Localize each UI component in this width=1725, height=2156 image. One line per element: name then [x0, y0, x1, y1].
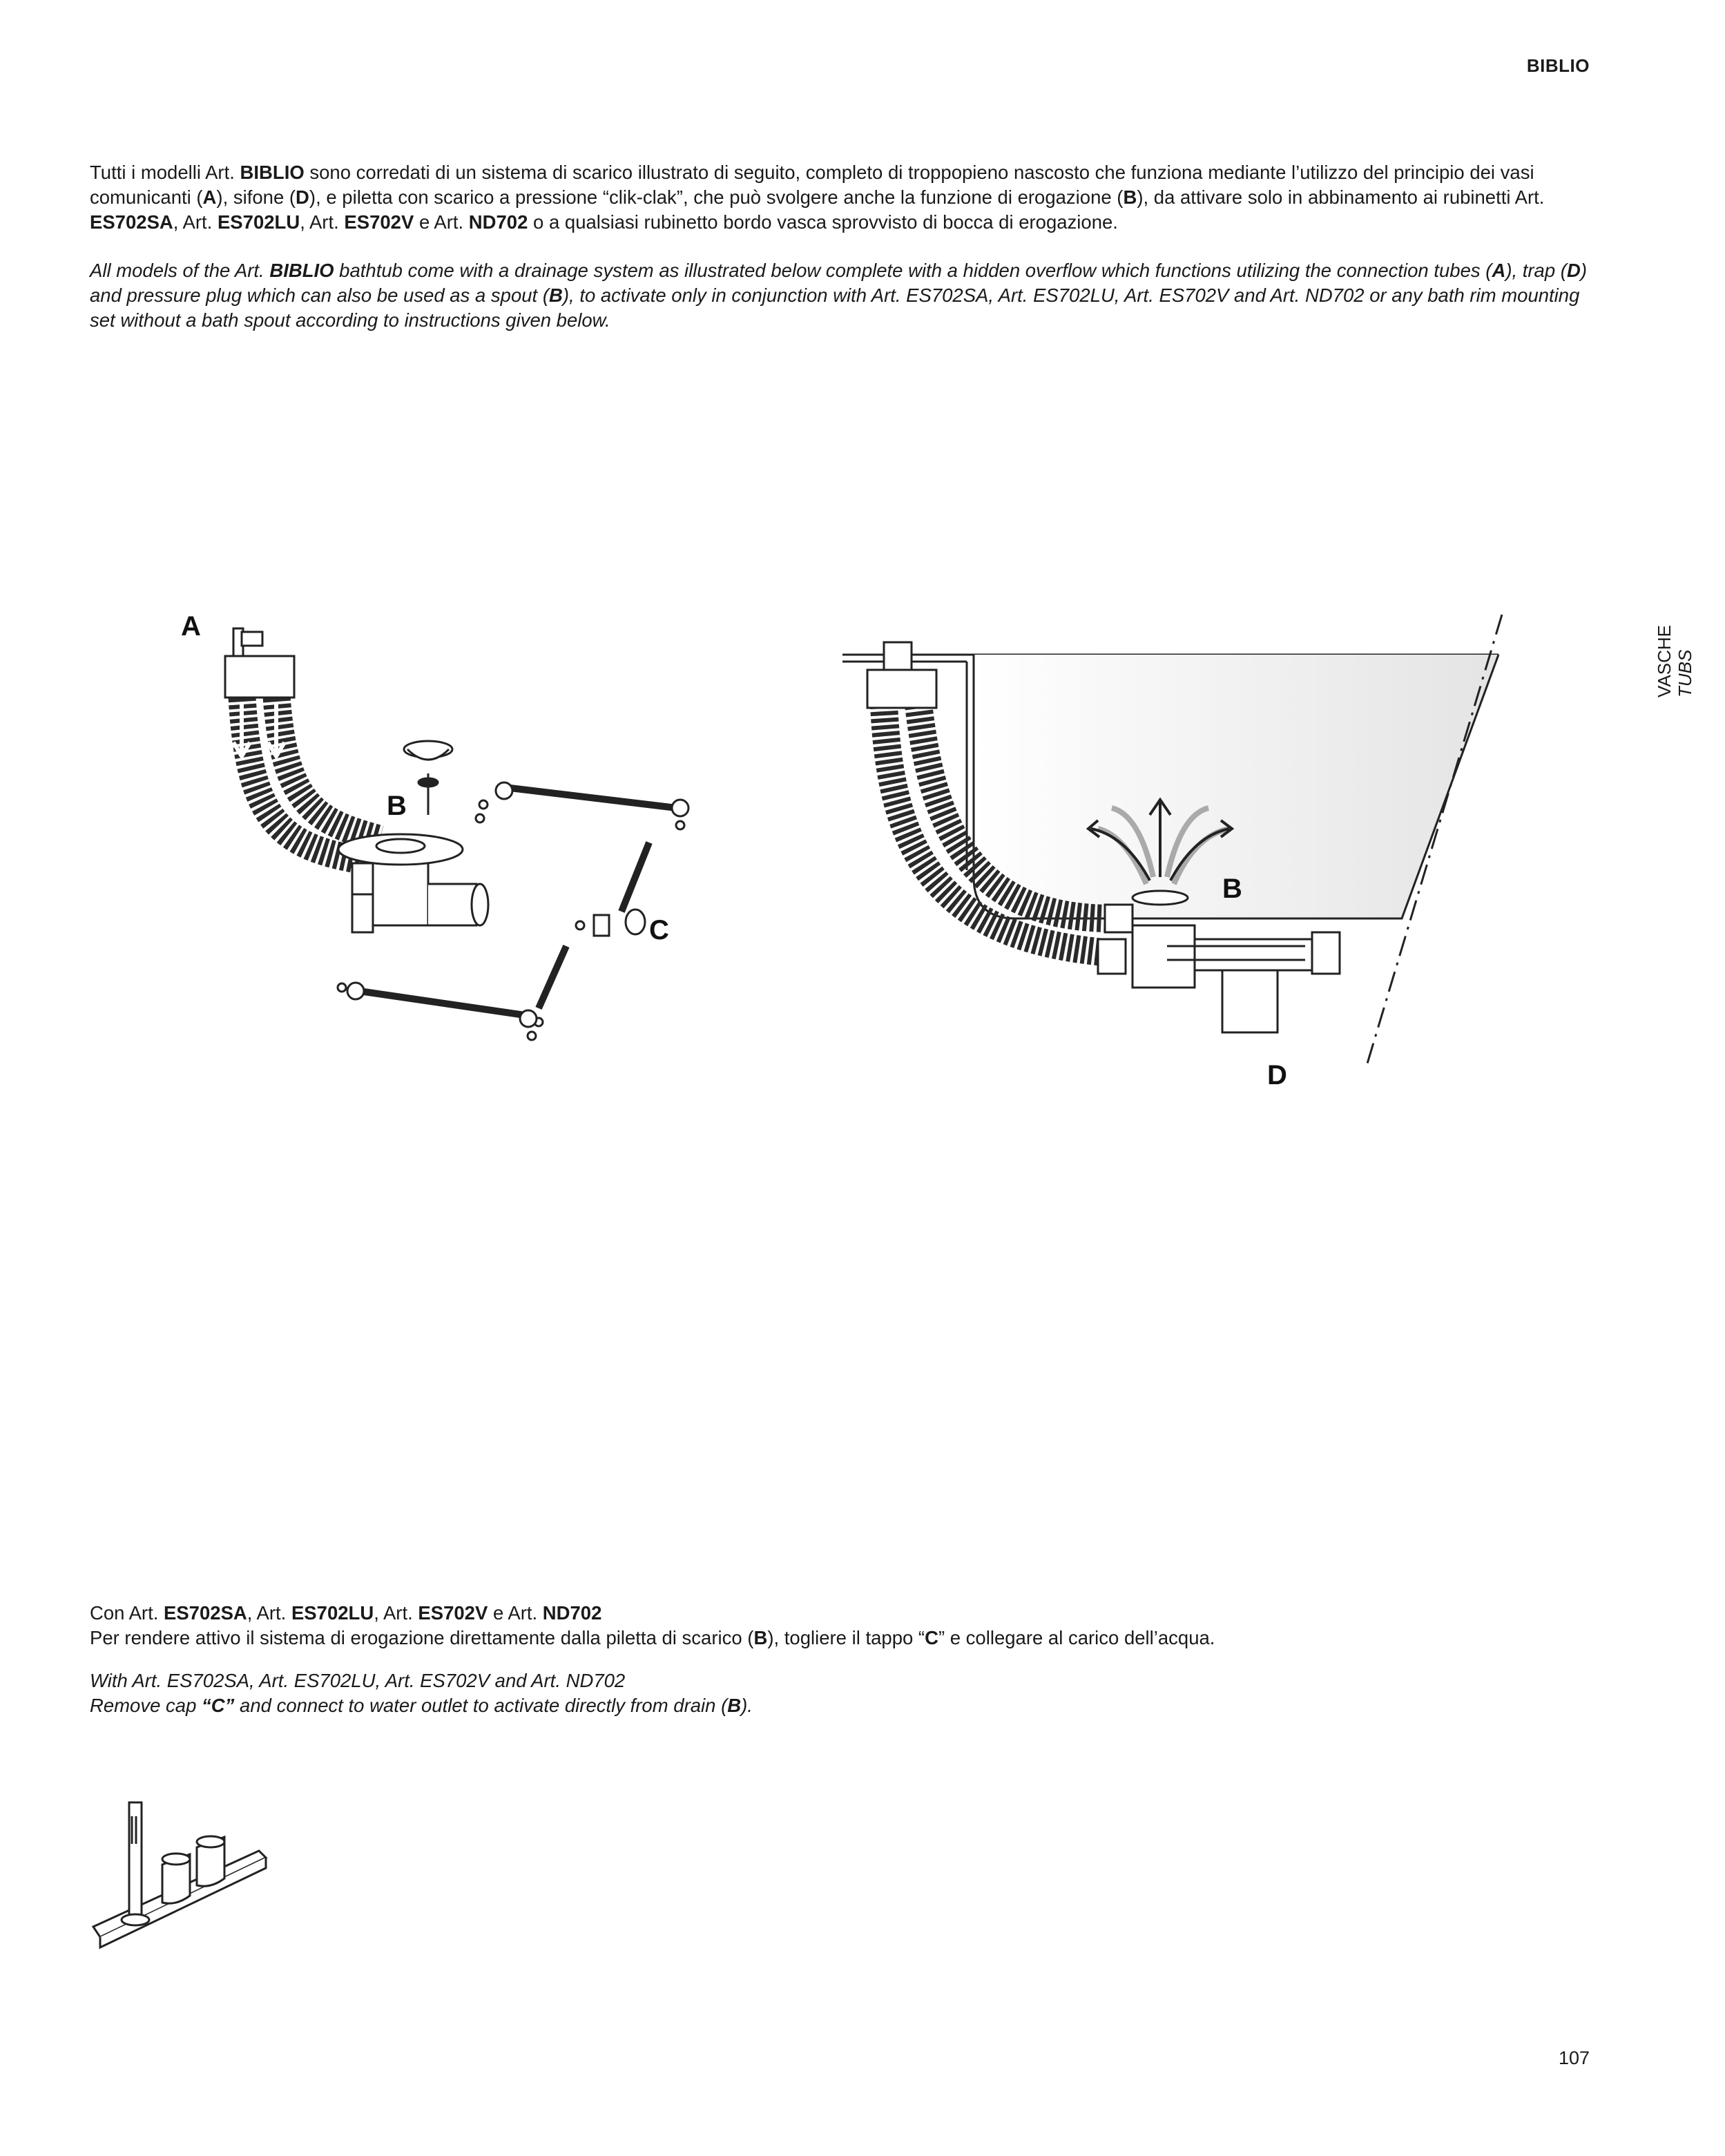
label-b: B [1222, 874, 1242, 904]
label-b: B [387, 791, 407, 821]
instructions-english-line-2: Remove cap “C” and connect to water outlet to activate directly from drain (B). [90, 1695, 753, 1716]
side-tab-italian: VASCHE [1654, 625, 1675, 697]
bath-rim-mixer-illustration [86, 1789, 273, 1968]
instructions-english [90, 1668, 1595, 1718]
intro-italian: Tutti i modelli Art. BIBLIO sono corredati di un sistema di scarico illustrato di seguito, completo di troppopieno nascosto che funziona mediante l’utilizzo del principio dei vasi comunicanti (A), sifone (D), e piletta con scarico a pressione “clik-clak”, che può svolgere anche la funzione di erogazione (B), da attivare solo in abbinamento ai rubinetti Art. ES702SA, Art. ES702LU, Art. ES702V e Art. ND702 o a qualsiasi rubinetto bordo vasca sprovvisto di bocca di erogazione. [90, 162, 1545, 233]
label-c: C [649, 915, 669, 945]
page-number: 107 [1558, 2048, 1590, 2068]
instructions-italian [90, 1601, 1595, 1650]
instructions-italian-line-1: Con Art. ES702SA, Art. ES702LU, Art. ES702V e Art. ND702 [90, 1602, 602, 1624]
instructions-english-line-1: With Art. ES702SA, Art. ES702LU, Art. ES702V and Art. ND702 [90, 1670, 626, 1691]
section-side-tab [1654, 608, 1702, 697]
label-a: A [181, 611, 201, 642]
brand-header: BIBLIO [1526, 55, 1590, 76]
intro-english: All models of the Art. BIBLIO bathtub come with a drainage system as illustrated below complete with a hidden overflow which functions utilizing the connection tubes (A), trap (D) and pressure plug which can also be used as a spout (B), to activate only in conjunction with Art. ES702SA, Art. ES702LU, Art. ES702V and Art. ND702 or any bath rim mounting set without a bath spout according to instructions given below. [90, 260, 1587, 331]
instructions-italian-line-2: Per rendere attivo il sistema di erogazione direttamente dalla piletta di scarico (B), togliere il tappo “C” e collegare al carico dell’acqua. [90, 1627, 1215, 1648]
label-d: D [1267, 1060, 1287, 1090]
side-tab-english: TUBS [1675, 649, 1695, 697]
drain-installed-diagram [836, 608, 1519, 1105]
drain-kit-exploded-diagram [166, 601, 718, 1057]
